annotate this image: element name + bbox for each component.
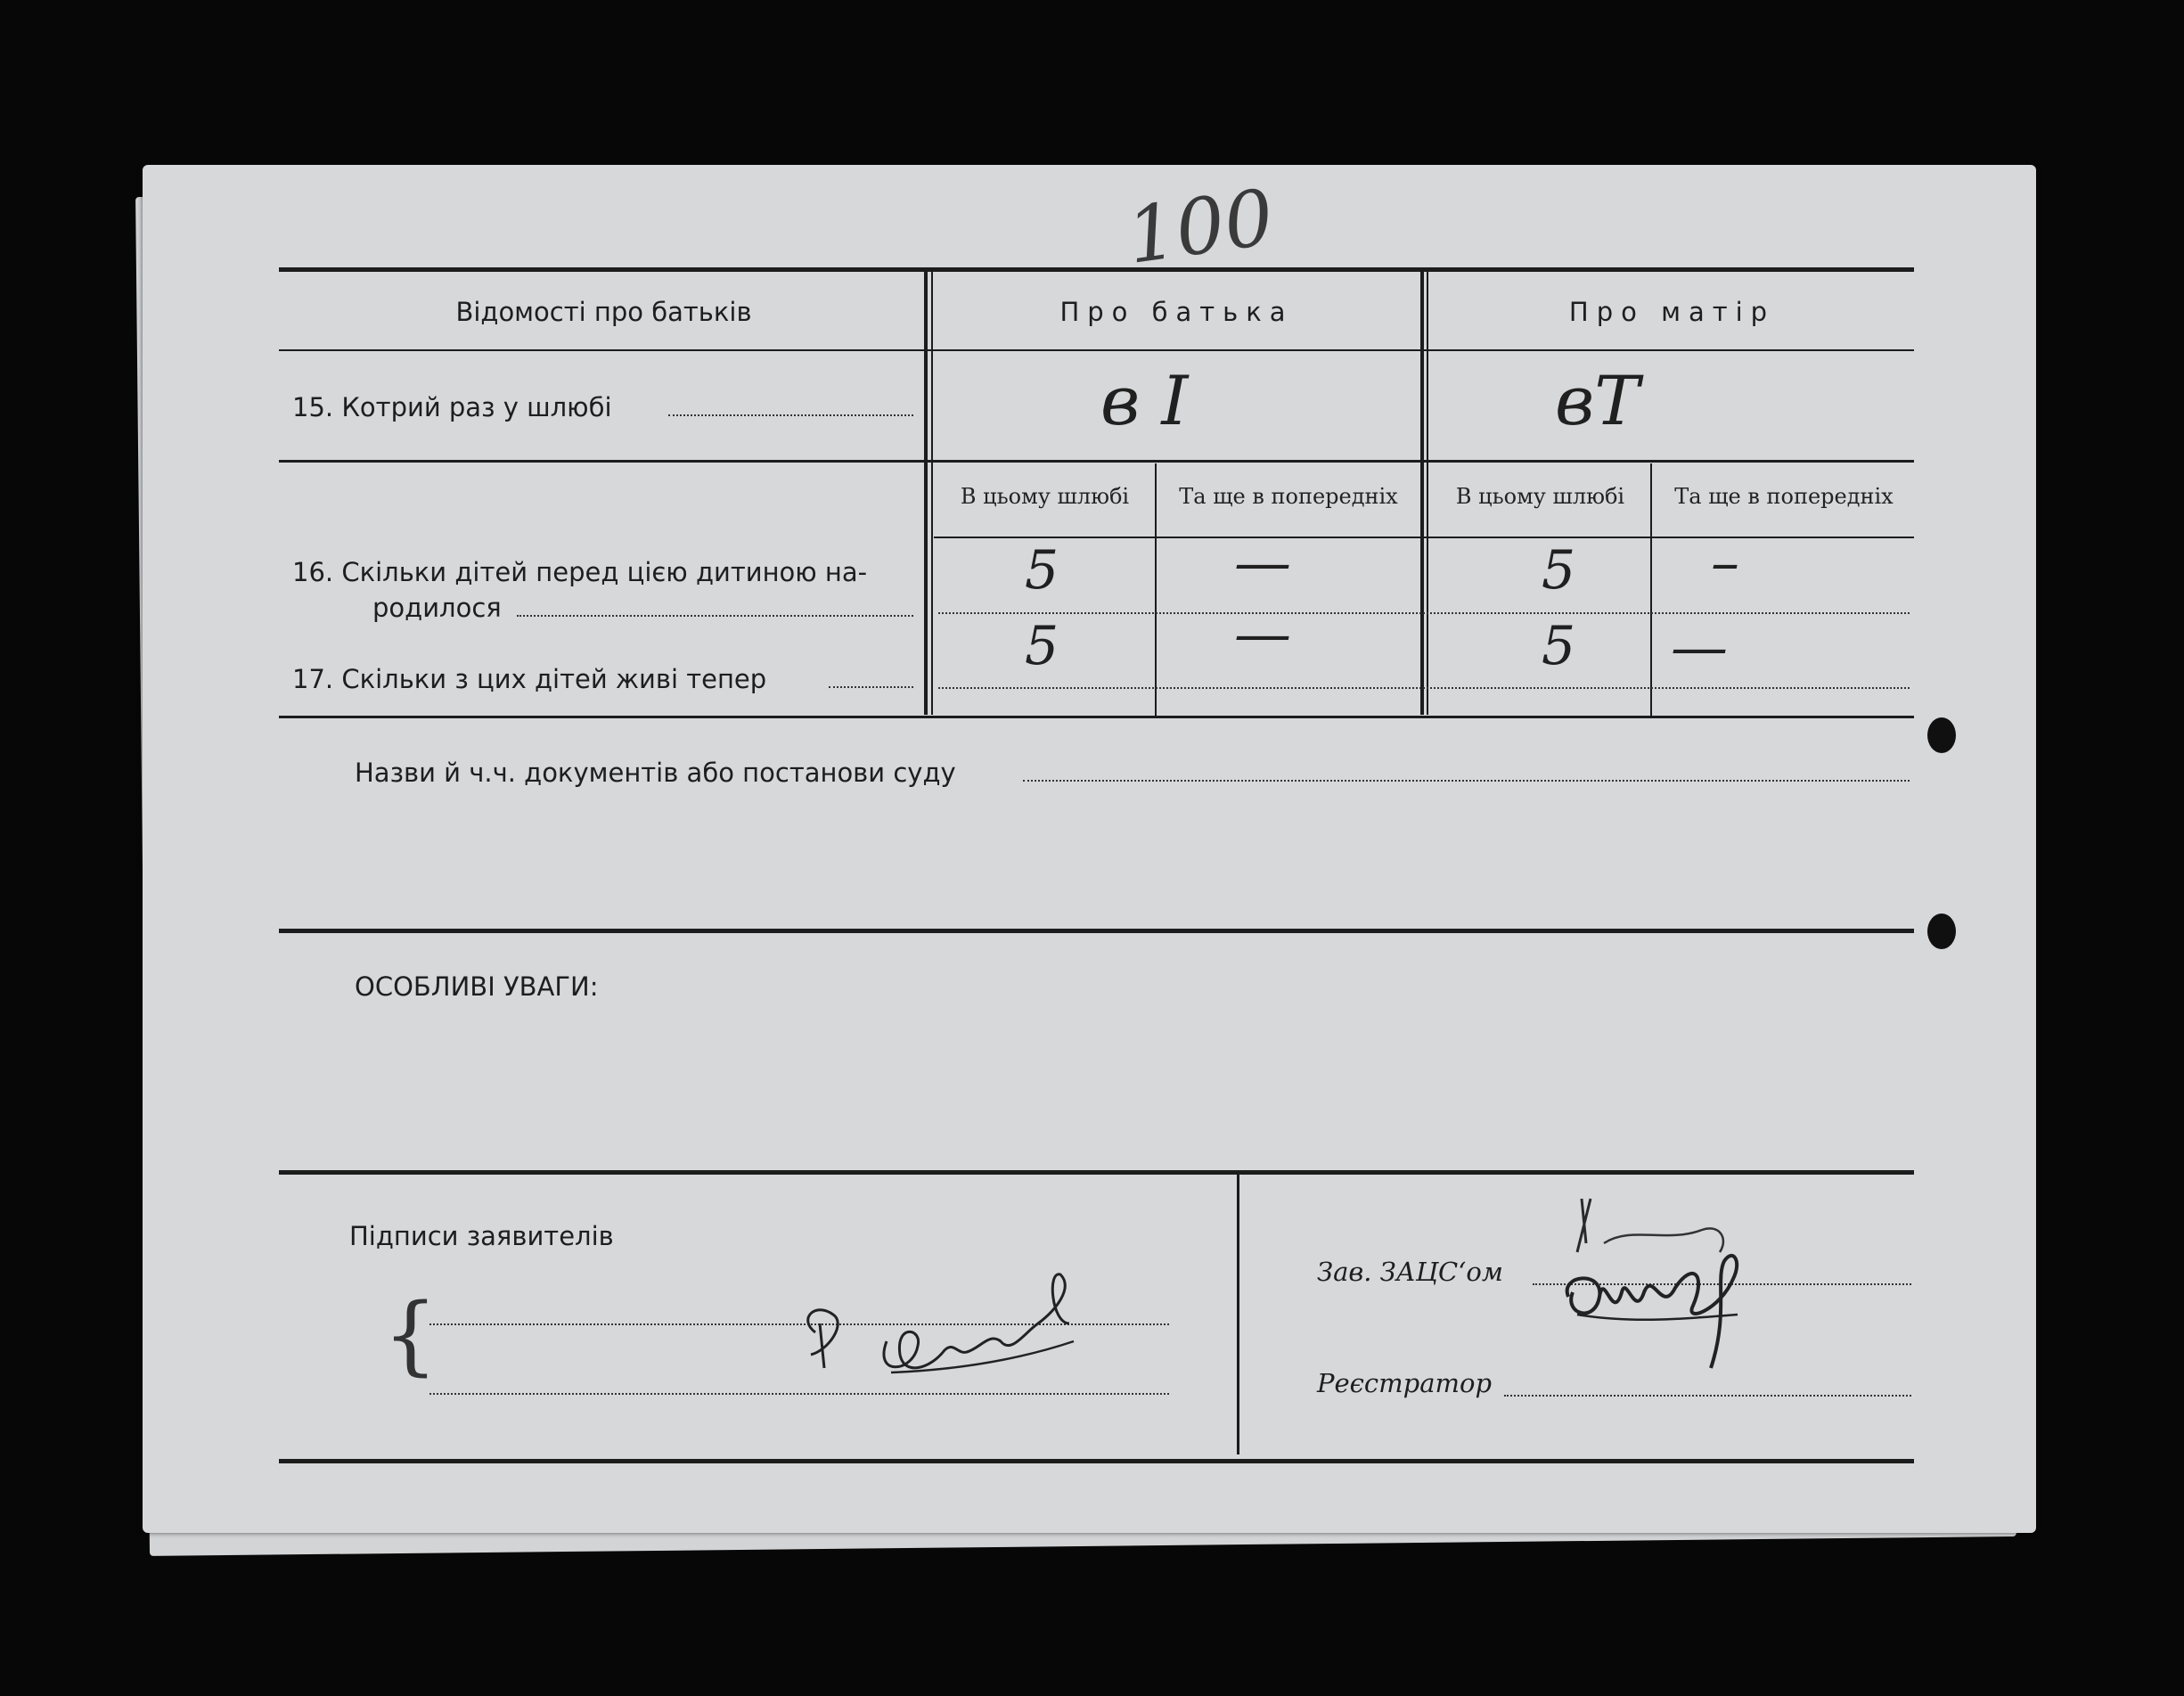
subheader-father-this-marriage: В цьому шлюбі (960, 484, 1130, 509)
row17-answer-line (938, 687, 1910, 689)
header-father-label: Про батька (1059, 297, 1294, 327)
row16-label-line2: родилося (372, 593, 502, 623)
documents-line (1023, 780, 1910, 782)
special-notes-label: ОСОБЛИВІ УВАГИ: (355, 971, 599, 1002)
col-separator-father-sub (1155, 463, 1157, 716)
notes-section-bottom-border (279, 1170, 1914, 1175)
row16-answer-line (938, 612, 1910, 614)
archive-number: 100 (1121, 173, 1280, 282)
col-separator-1b (931, 269, 933, 715)
col-separator-mother-sub (1650, 463, 1652, 716)
header-mother-label: Про матір (1568, 297, 1776, 327)
row17-father-prev: — (1234, 602, 1291, 668)
documents-label: Назви й ч.ч. документів або постанови суду (355, 758, 956, 788)
row17-father-this: 5 (1025, 615, 1059, 677)
row16-mother-prev: – (1711, 530, 1739, 596)
row15-label: 15. Котрий раз у шлюбі (292, 392, 612, 422)
subheader-mother-this-marriage: В цьому шлюбі (1455, 484, 1625, 509)
row16-father-prev: — (1234, 530, 1291, 596)
punch-hole-top (1927, 717, 1956, 753)
subheader-mother-previous: Та ще в попередніх (1674, 484, 1894, 509)
table-top-border (279, 267, 1914, 272)
applicants-signature-label: Підписи заявителів (349, 1221, 614, 1251)
row16-leader-dots (517, 615, 913, 617)
signature-divider (1237, 1174, 1239, 1454)
registrar-label: Реєстратор (1317, 1368, 1493, 1398)
row17-mother-this: 5 (1542, 615, 1576, 677)
col-separator-2b (1427, 269, 1428, 715)
subheader-bottom-border (934, 537, 1914, 538)
head-of-registry-label: Зав. ЗАЦС‘ом (1317, 1257, 1503, 1287)
row15-father-value: в I (1100, 361, 1189, 440)
row17-label: 17. Скільки з цих дітей живі тепер (292, 664, 767, 694)
row16-father-this: 5 (1025, 539, 1059, 602)
documents-section-bottom-border (279, 929, 1914, 933)
row17-leader-dots (829, 686, 913, 688)
col-separator-2 (1420, 269, 1424, 715)
row16-label-line1: 16. Скільки дітей перед цією дитиною на- (292, 557, 868, 587)
applicants-brace: { (383, 1285, 438, 1385)
subheader-father-previous: Та ще в попередніх (1179, 484, 1398, 509)
row16-mother-this: 5 (1542, 539, 1576, 602)
document-page (143, 165, 2036, 1533)
punch-hole-bottom (1927, 914, 1956, 949)
row15-leader-dots (668, 414, 913, 416)
head-signature (1550, 1190, 1782, 1422)
col-separator-1 (924, 269, 928, 715)
row15-bottom-border (279, 460, 1914, 463)
table-header-bottom-border (279, 349, 1914, 351)
page-bottom-border (279, 1459, 1914, 1463)
table-bottom-border (279, 716, 1914, 718)
applicant-signature (780, 1270, 1118, 1395)
row15-mother-value: вТ (1555, 361, 1640, 440)
row17-mother-prev: — (1671, 615, 1728, 681)
header-info-label: Відомості про батьків (455, 297, 752, 327)
